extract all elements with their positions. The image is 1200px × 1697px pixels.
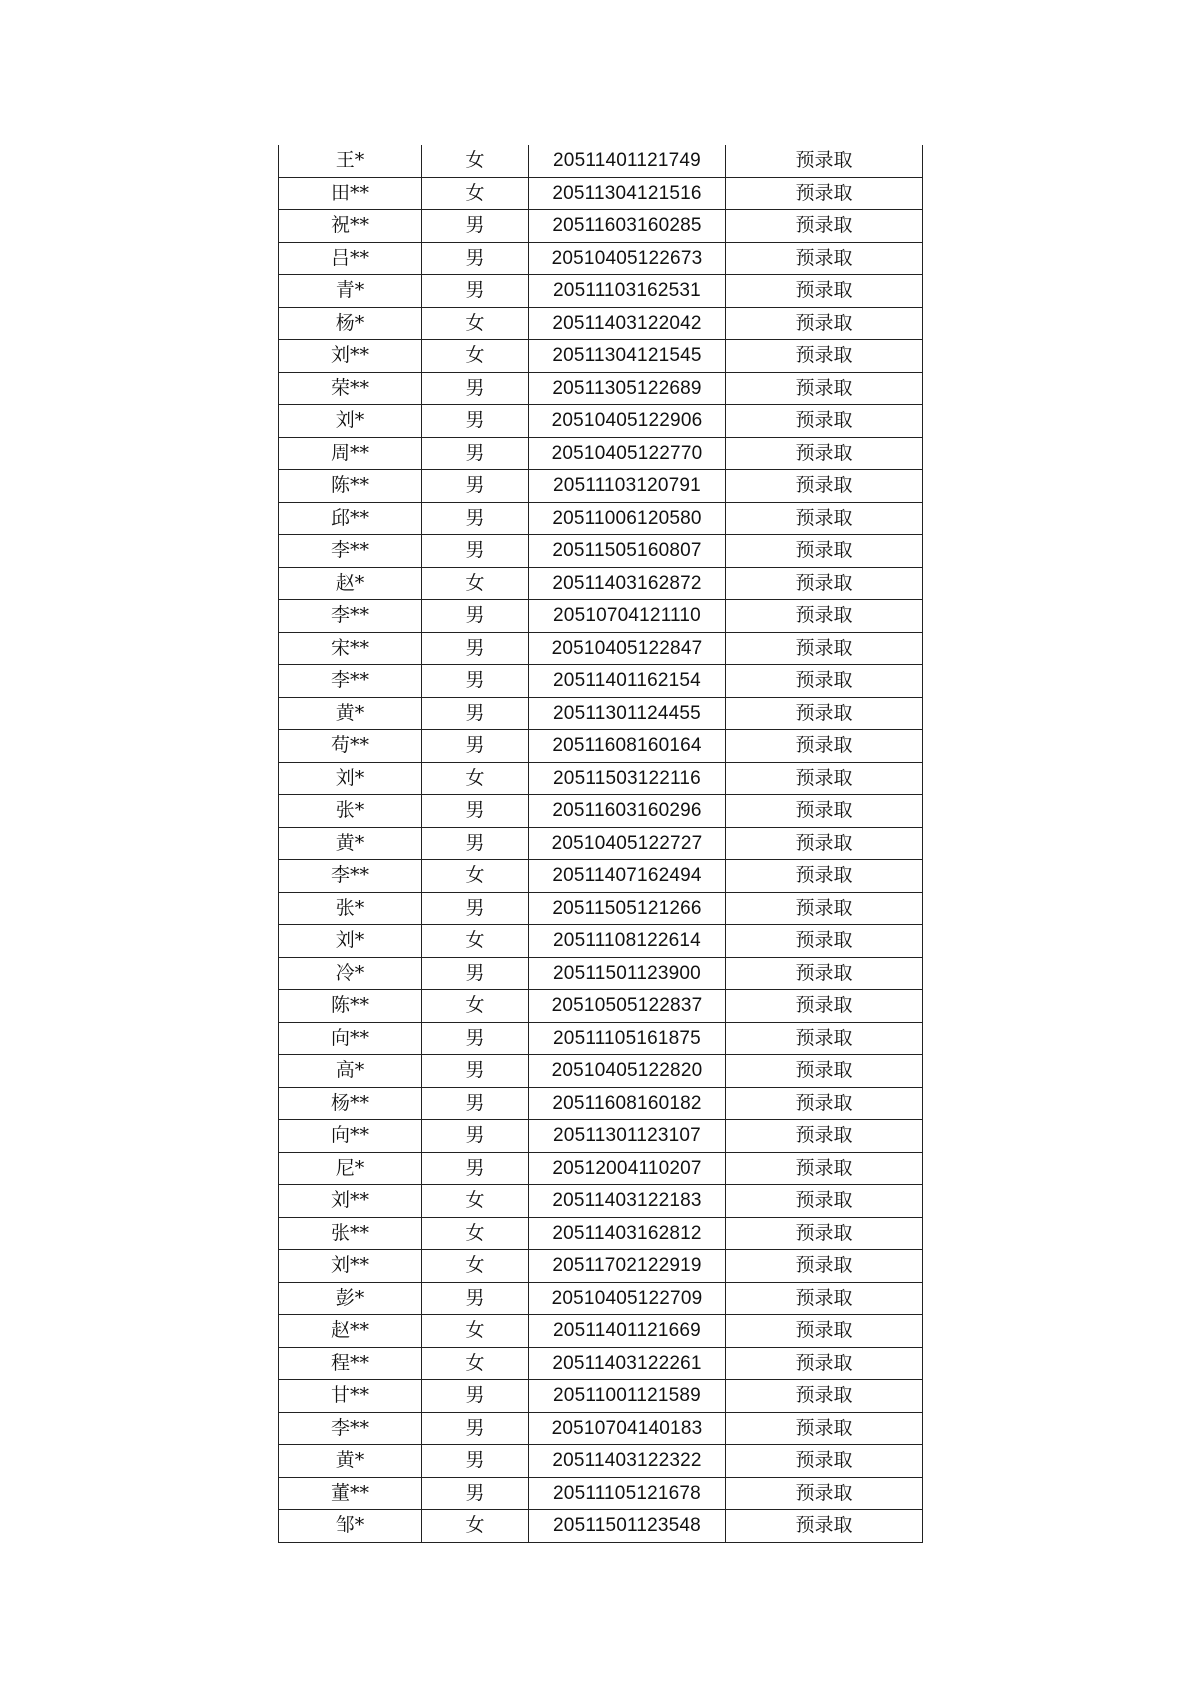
table-row [279, 860, 923, 893]
table-row [279, 275, 923, 308]
name-cell: 赵* [279, 567, 422, 600]
exam-id-cell: 20511103162531 [529, 275, 726, 308]
name-cell: 李** [279, 860, 422, 893]
table-row [279, 730, 923, 763]
gender-cell: 女 [422, 145, 529, 177]
name-cell: 祝** [279, 210, 422, 243]
name-cell: 周** [279, 437, 422, 470]
status-cell: 预录取 [726, 502, 923, 535]
status-cell: 预录取 [726, 1217, 923, 1250]
gender-cell: 男 [422, 437, 529, 470]
admission-table [278, 145, 923, 1543]
gender-cell: 男 [422, 665, 529, 698]
name-cell: 张* [279, 892, 422, 925]
exam-id-cell: 20511401121749 [529, 145, 726, 177]
name-cell: 冷* [279, 957, 422, 990]
exam-id-cell: 20510405122847 [529, 632, 726, 665]
table-row [279, 535, 923, 568]
table-row [279, 1477, 923, 1510]
table-row [279, 210, 923, 243]
exam-id-cell: 20510405122709 [529, 1282, 726, 1315]
exam-id-cell: 20511401162154 [529, 665, 726, 698]
name-cell: 杨** [279, 1087, 422, 1120]
status-cell: 预录取 [726, 307, 923, 340]
table-row [279, 795, 923, 828]
exam-id-cell: 20511403162872 [529, 567, 726, 600]
table-row [279, 242, 923, 275]
name-cell: 宋** [279, 632, 422, 665]
name-cell: 邱** [279, 502, 422, 535]
table-row [279, 925, 923, 958]
table-row [279, 1055, 923, 1088]
exam-id-cell: 20511403122261 [529, 1347, 726, 1380]
gender-cell: 男 [422, 405, 529, 438]
table-row [279, 470, 923, 503]
exam-id-cell: 20511702122919 [529, 1250, 726, 1283]
name-cell: 黄* [279, 827, 422, 860]
name-cell: 董** [279, 1477, 422, 1510]
name-cell: 刘** [279, 340, 422, 373]
gender-cell: 女 [422, 340, 529, 373]
status-cell: 预录取 [726, 567, 923, 600]
status-cell: 预录取 [726, 892, 923, 925]
table-row [279, 437, 923, 470]
status-cell: 预录取 [726, 1250, 923, 1283]
status-cell: 预录取 [726, 1185, 923, 1218]
table-row [279, 177, 923, 210]
status-cell: 预录取 [726, 990, 923, 1023]
exam-id-cell: 20511301123107 [529, 1120, 726, 1153]
gender-cell: 女 [422, 860, 529, 893]
table-row [279, 340, 923, 373]
table-row [279, 957, 923, 990]
gender-cell: 男 [422, 957, 529, 990]
name-cell: 尼* [279, 1152, 422, 1185]
exam-id-cell: 20511103120791 [529, 470, 726, 503]
table-row [279, 145, 923, 177]
table-row [279, 697, 923, 730]
name-cell: 李** [279, 1412, 422, 1445]
exam-id-cell: 20511108122614 [529, 925, 726, 958]
name-cell: 高* [279, 1055, 422, 1088]
name-cell: 刘* [279, 405, 422, 438]
exam-id-cell: 20511403122042 [529, 307, 726, 340]
gender-cell: 男 [422, 470, 529, 503]
gender-cell: 男 [422, 1445, 529, 1478]
gender-cell: 男 [422, 502, 529, 535]
exam-id-cell: 20511401121669 [529, 1315, 726, 1348]
exam-id-cell: 20511505160807 [529, 535, 726, 568]
table-row [279, 1315, 923, 1348]
gender-cell: 女 [422, 1347, 529, 1380]
exam-id-cell: 20511608160182 [529, 1087, 726, 1120]
status-cell: 预录取 [726, 210, 923, 243]
status-cell: 预录取 [726, 1412, 923, 1445]
gender-cell: 女 [422, 177, 529, 210]
exam-id-cell: 20511608160164 [529, 730, 726, 763]
table-row [279, 372, 923, 405]
table-row [279, 665, 923, 698]
status-cell: 预录取 [726, 1282, 923, 1315]
exam-id-cell: 20511603160285 [529, 210, 726, 243]
table-row [279, 405, 923, 438]
gender-cell: 女 [422, 762, 529, 795]
exam-id-cell: 20511501123900 [529, 957, 726, 990]
name-cell: 荣** [279, 372, 422, 405]
gender-cell: 男 [422, 892, 529, 925]
exam-id-cell: 20510505122837 [529, 990, 726, 1023]
exam-id-cell: 20511407162494 [529, 860, 726, 893]
status-cell: 预录取 [726, 340, 923, 373]
gender-cell: 男 [422, 1087, 529, 1120]
name-cell: 刘** [279, 1250, 422, 1283]
exam-id-cell: 20510405122673 [529, 242, 726, 275]
gender-cell: 男 [422, 1055, 529, 1088]
exam-id-cell: 20511105161875 [529, 1022, 726, 1055]
table-row [279, 892, 923, 925]
table-row [279, 1120, 923, 1153]
table-row [279, 307, 923, 340]
name-cell: 苟** [279, 730, 422, 763]
admission-table-body [279, 145, 923, 1542]
name-cell: 杨* [279, 307, 422, 340]
status-cell: 预录取 [726, 145, 923, 177]
name-cell: 李** [279, 535, 422, 568]
gender-cell: 女 [422, 990, 529, 1023]
gender-cell: 女 [422, 567, 529, 600]
status-cell: 预录取 [726, 860, 923, 893]
gender-cell: 男 [422, 827, 529, 860]
gender-cell: 女 [422, 925, 529, 958]
status-cell: 预录取 [726, 177, 923, 210]
gender-cell: 男 [422, 1120, 529, 1153]
status-cell: 预录取 [726, 1120, 923, 1153]
status-cell: 预录取 [726, 600, 923, 633]
gender-cell: 男 [422, 600, 529, 633]
table-row [279, 990, 923, 1023]
status-cell: 预录取 [726, 1315, 923, 1348]
exam-id-cell: 20511503122116 [529, 762, 726, 795]
name-cell: 李** [279, 600, 422, 633]
table-row [279, 1022, 923, 1055]
name-cell: 青* [279, 275, 422, 308]
exam-id-cell: 20511006120580 [529, 502, 726, 535]
status-cell: 预录取 [726, 470, 923, 503]
gender-cell: 男 [422, 535, 529, 568]
status-cell: 预录取 [726, 1152, 923, 1185]
table-row [279, 1510, 923, 1543]
status-cell: 预录取 [726, 1347, 923, 1380]
status-cell: 预录取 [726, 1380, 923, 1413]
status-cell: 预录取 [726, 372, 923, 405]
name-cell: 程** [279, 1347, 422, 1380]
status-cell: 预录取 [726, 665, 923, 698]
status-cell: 预录取 [726, 957, 923, 990]
name-cell: 王* [279, 145, 422, 177]
name-cell: 黄* [279, 1445, 422, 1478]
table-row [279, 1087, 923, 1120]
name-cell: 张** [279, 1217, 422, 1250]
status-cell: 预录取 [726, 697, 923, 730]
table-row [279, 762, 923, 795]
table-row [279, 1185, 923, 1218]
name-cell: 陈** [279, 470, 422, 503]
gender-cell: 男 [422, 1152, 529, 1185]
status-cell: 预录取 [726, 1477, 923, 1510]
name-cell: 邹* [279, 1510, 422, 1543]
name-cell: 刘* [279, 762, 422, 795]
name-cell: 李** [279, 665, 422, 698]
status-cell: 预录取 [726, 1510, 923, 1543]
status-cell: 预录取 [726, 730, 923, 763]
exam-id-cell: 20511603160296 [529, 795, 726, 828]
gender-cell: 女 [422, 1217, 529, 1250]
exam-id-cell: 20510405122770 [529, 437, 726, 470]
exam-id-cell: 20511403162812 [529, 1217, 726, 1250]
table-row [279, 1412, 923, 1445]
name-cell: 甘** [279, 1380, 422, 1413]
status-cell: 预录取 [726, 275, 923, 308]
exam-id-cell: 20511505121266 [529, 892, 726, 925]
gender-cell: 女 [422, 1315, 529, 1348]
table-row [279, 1152, 923, 1185]
gender-cell: 女 [422, 1185, 529, 1218]
gender-cell: 男 [422, 1412, 529, 1445]
name-cell: 吕** [279, 242, 422, 275]
gender-cell: 男 [422, 242, 529, 275]
exam-id-cell: 20511304121545 [529, 340, 726, 373]
gender-cell: 男 [422, 372, 529, 405]
status-cell: 预录取 [726, 242, 923, 275]
exam-id-cell: 20512004110207 [529, 1152, 726, 1185]
status-cell: 预录取 [726, 795, 923, 828]
table-row [279, 1347, 923, 1380]
gender-cell: 女 [422, 1510, 529, 1543]
table-row [279, 632, 923, 665]
gender-cell: 男 [422, 730, 529, 763]
exam-id-cell: 20511403122322 [529, 1445, 726, 1478]
status-cell: 预录取 [726, 1055, 923, 1088]
gender-cell: 男 [422, 275, 529, 308]
name-cell: 向** [279, 1120, 422, 1153]
table-row [279, 1282, 923, 1315]
table-row [279, 827, 923, 860]
name-cell: 黄* [279, 697, 422, 730]
name-cell: 陈** [279, 990, 422, 1023]
table-row [279, 1445, 923, 1478]
gender-cell: 男 [422, 1380, 529, 1413]
gender-cell: 男 [422, 210, 529, 243]
gender-cell: 男 [422, 1282, 529, 1315]
gender-cell: 女 [422, 1250, 529, 1283]
exam-id-cell: 20511305122689 [529, 372, 726, 405]
status-cell: 预录取 [726, 827, 923, 860]
status-cell: 预录取 [726, 632, 923, 665]
table-row [279, 567, 923, 600]
status-cell: 预录取 [726, 535, 923, 568]
name-cell: 田** [279, 177, 422, 210]
status-cell: 预录取 [726, 925, 923, 958]
name-cell: 刘* [279, 925, 422, 958]
exam-id-cell: 20510704140183 [529, 1412, 726, 1445]
table-row [279, 502, 923, 535]
table-row [279, 600, 923, 633]
exam-id-cell: 20511301124455 [529, 697, 726, 730]
status-cell: 预录取 [726, 1022, 923, 1055]
name-cell: 彭* [279, 1282, 422, 1315]
exam-id-cell: 20511001121589 [529, 1380, 726, 1413]
table-row [279, 1380, 923, 1413]
gender-cell: 男 [422, 795, 529, 828]
status-cell: 预录取 [726, 405, 923, 438]
exam-id-cell: 20510405122906 [529, 405, 726, 438]
gender-cell: 男 [422, 697, 529, 730]
exam-id-cell: 20511403122183 [529, 1185, 726, 1218]
gender-cell: 男 [422, 1477, 529, 1510]
exam-id-cell: 20511501123548 [529, 1510, 726, 1543]
gender-cell: 男 [422, 632, 529, 665]
exam-id-cell: 20510405122820 [529, 1055, 726, 1088]
status-cell: 预录取 [726, 1087, 923, 1120]
table-row [279, 1250, 923, 1283]
exam-id-cell: 20510704121110 [529, 600, 726, 633]
exam-id-cell: 20511304121516 [529, 177, 726, 210]
gender-cell: 男 [422, 1022, 529, 1055]
gender-cell: 女 [422, 307, 529, 340]
name-cell: 向** [279, 1022, 422, 1055]
exam-id-cell: 20510405122727 [529, 827, 726, 860]
name-cell: 张* [279, 795, 422, 828]
status-cell: 预录取 [726, 1445, 923, 1478]
status-cell: 预录取 [726, 762, 923, 795]
status-cell: 预录取 [726, 437, 923, 470]
name-cell: 刘** [279, 1185, 422, 1218]
exam-id-cell: 20511105121678 [529, 1477, 726, 1510]
table-row [279, 1217, 923, 1250]
name-cell: 赵** [279, 1315, 422, 1348]
